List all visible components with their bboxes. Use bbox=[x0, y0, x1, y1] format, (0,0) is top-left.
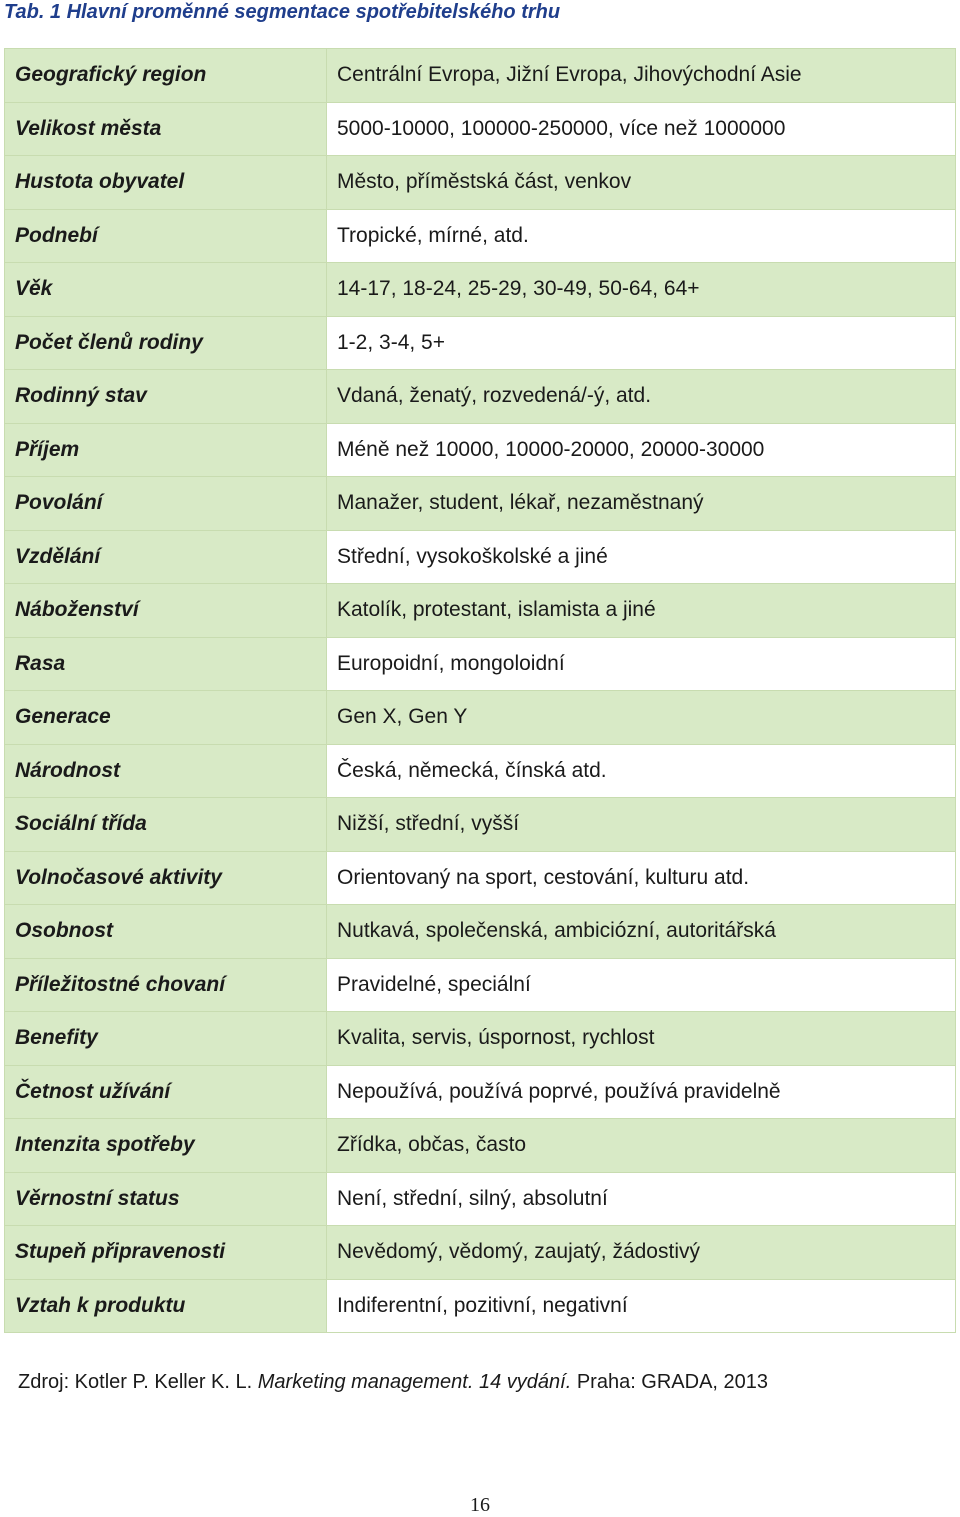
table-row bbox=[5, 102, 956, 156]
row-value: Orientovaný na sport, cestování, kulturu atd. bbox=[327, 851, 956, 905]
row-label: Benefity bbox=[5, 1012, 327, 1066]
row-label: Povolání bbox=[5, 477, 327, 531]
row-value: Centrální Evropa, Jižní Evropa, Jihovýchodní Asie bbox=[327, 49, 956, 103]
row-value: Tropické, mírné, atd. bbox=[327, 209, 956, 263]
row-label: Velikost města bbox=[5, 102, 327, 156]
segmentation-table bbox=[4, 48, 956, 1333]
row-value: Nutkavá, společenská, ambiciózní, autoritářská bbox=[327, 905, 956, 959]
row-value: Střední, vysokoškolské a jiné bbox=[327, 530, 956, 584]
row-label: Podnebí bbox=[5, 209, 327, 263]
row-label: Počet členů rodiny bbox=[5, 316, 327, 370]
row-value: Česká, německá, čínská atd. bbox=[327, 744, 956, 798]
row-value: Není, střední, silný, absolutní bbox=[327, 1172, 956, 1226]
row-label: Hustota obyvatel bbox=[5, 156, 327, 210]
row-label: Sociální třída bbox=[5, 798, 327, 852]
table-row bbox=[5, 1012, 956, 1066]
page-number: 16 bbox=[470, 1494, 490, 1516]
row-value: Nepoužívá, používá poprvé, používá pravidelně bbox=[327, 1065, 956, 1119]
row-label: Intenzita spotřeby bbox=[5, 1119, 327, 1173]
table-row bbox=[5, 584, 956, 638]
segmentation-table-body bbox=[5, 49, 956, 1333]
row-label: Národnost bbox=[5, 744, 327, 798]
row-label: Stupeň připravenosti bbox=[5, 1226, 327, 1280]
table-row bbox=[5, 798, 956, 852]
table-row bbox=[5, 49, 956, 103]
row-label: Četnost užívání bbox=[5, 1065, 327, 1119]
row-label: Generace bbox=[5, 691, 327, 745]
row-value: Katolík, protestant, islamista a jiné bbox=[327, 584, 956, 638]
row-value: Indiferentní, pozitivní, negativní bbox=[327, 1279, 956, 1333]
table-row bbox=[5, 156, 956, 210]
table-row bbox=[5, 1226, 956, 1280]
row-label: Osobnost bbox=[5, 905, 327, 959]
row-value: Nižší, střední, vyšší bbox=[327, 798, 956, 852]
row-value: Europoidní, mongoloidní bbox=[327, 637, 956, 691]
row-label: Náboženství bbox=[5, 584, 327, 638]
table-row bbox=[5, 744, 956, 798]
table-row bbox=[5, 530, 956, 584]
table-row bbox=[5, 477, 956, 531]
row-value: Manažer, student, lékař, nezaměstnaný bbox=[327, 477, 956, 531]
row-value: Méně než 10000, 10000-20000, 20000-30000 bbox=[327, 423, 956, 477]
source-title: Marketing management. 14 vydání. bbox=[257, 1371, 572, 1393]
table-row bbox=[5, 1119, 956, 1173]
row-value: Vdaná, ženatý, rozvedená/-ý, atd. bbox=[327, 370, 956, 424]
row-label: Rasa bbox=[5, 637, 327, 691]
row-value: Pravidelné, speciální bbox=[327, 958, 956, 1012]
row-value: Zřídka, občas, často bbox=[327, 1119, 956, 1173]
table-row bbox=[5, 691, 956, 745]
row-value: Město, příměstská část, venkov bbox=[327, 156, 956, 210]
table-row bbox=[5, 1065, 956, 1119]
table-row bbox=[5, 209, 956, 263]
table-row bbox=[5, 637, 956, 691]
row-label: Rodinný stav bbox=[5, 370, 327, 424]
table-row bbox=[5, 1279, 956, 1333]
row-value: 14-17, 18-24, 25-29, 30-49, 50-64, 64+ bbox=[327, 263, 956, 317]
table-caption: Tab. 1 Hlavní proměnné segmentace spotřebitelského trhu bbox=[4, 1, 561, 23]
row-label: Vzdělání bbox=[5, 530, 327, 584]
row-value: 5000-10000, 100000-250000, více než 1000000 bbox=[327, 102, 956, 156]
table-row bbox=[5, 1172, 956, 1226]
source-prefix: Zdroj: Kotler P. Keller K. L. bbox=[18, 1371, 258, 1393]
table-row bbox=[5, 851, 956, 905]
source-suffix: Praha: GRADA, 2013 bbox=[571, 1371, 769, 1393]
row-value: Nevědomý, vědomý, zaujatý, žádostivý bbox=[327, 1226, 956, 1280]
row-label: Geografický region bbox=[5, 49, 327, 103]
table-row bbox=[5, 370, 956, 424]
row-label: Příjem bbox=[5, 423, 327, 477]
table-row bbox=[5, 316, 956, 370]
table-row bbox=[5, 263, 956, 317]
row-label: Věrnostní status bbox=[5, 1172, 327, 1226]
table-row bbox=[5, 423, 956, 477]
table-row bbox=[5, 958, 956, 1012]
row-value: Gen X, Gen Y bbox=[327, 691, 956, 745]
row-label: Příležitostné chovaní bbox=[5, 958, 327, 1012]
row-label: Vztah k produktu bbox=[5, 1279, 327, 1333]
source-citation bbox=[18, 1368, 768, 1396]
row-label: Volnočasové aktivity bbox=[5, 851, 327, 905]
row-value: 1-2, 3-4, 5+ bbox=[327, 316, 956, 370]
table-row bbox=[5, 905, 956, 959]
row-value: Kvalita, servis, úspornost, rychlost bbox=[327, 1012, 956, 1066]
row-label: Věk bbox=[5, 263, 327, 317]
